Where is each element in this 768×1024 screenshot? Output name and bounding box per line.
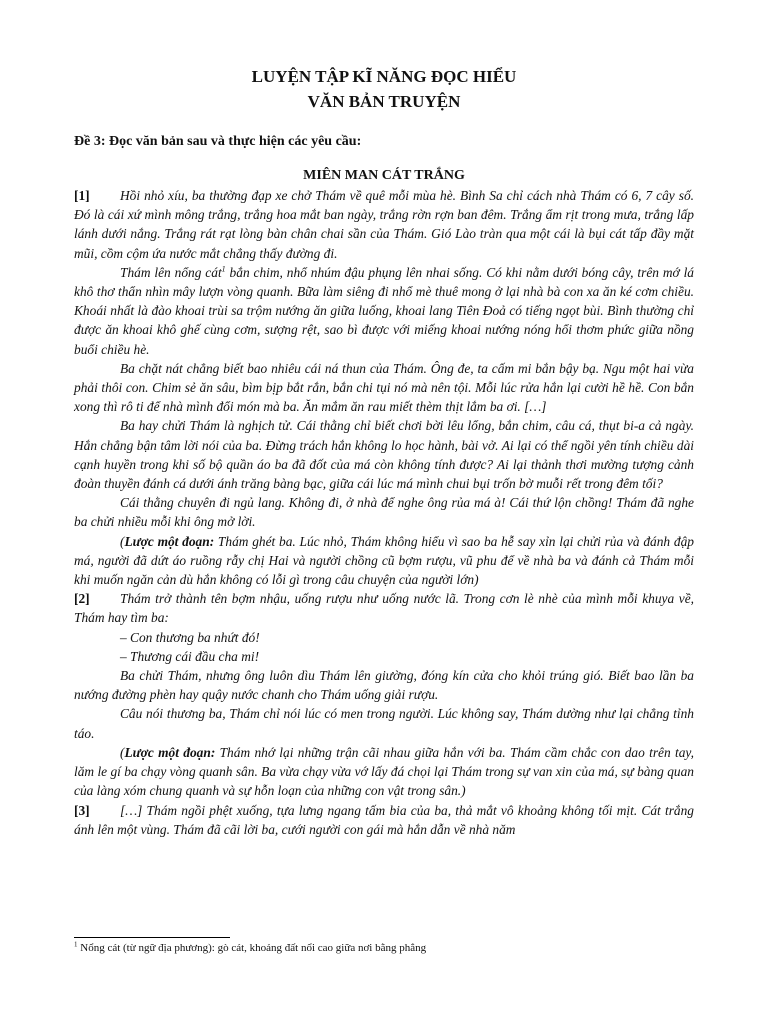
paragraph: Ba hay chửi Thám là nghịch tử. Cái thằng chỉ biết chơi bời lêu lổng, bắn chim, câu cá, thụt bi-a cả ngày. Hắn chẳng bận tâm lời nói của ba. Đừng trách hắn không lo học hành, bài vở. Ai lại có thể ngồi yên tính chiều dài cạnh huyền trong khi số bộ quần áo ba đã đốt của má còn không tính được? Ai lại thảnh thơi mường tượng cảnh đoàn thuyền đánh cá dưới ánh trăng bàng bạc, giữa cái lúc má mình chui bụi trốn bờ muỗi rết trong đêm tối?	[74, 418, 694, 492]
section-marker: [2]	[74, 591, 90, 607]
paragraph: Thám lên nổng cát$^1$ bắn chim, nhổ nhúm đậu phụng lên nhai sống. Có khi nằm dưới bóng cây, trên mớ lá khô thơ thẩn nhìn mây lượn vòng quanh. Bữa làm siêng đi nhổ mè thuê mong ở lại nhà bà con xa ăn ké cơm chiều. Khoái nhất là đào khoai trùi sa trộm nướng ăn giữa luống, khoai lang Tiên Đoả có tiếng ngọt bùi. Bình thường chỉ được ăn khoai khô ghế cùng cơm, sượng rệt, sao bì được với miếng khoai nướng nóng hổi thơm phức giữa nồng buổi chiều hè.	[74, 264, 694, 357]
dialogue-line: – Con thương ba nhứt đó!	[120, 629, 260, 645]
summary-label: Lược một đoạn:	[124, 533, 215, 549]
footnote-separator	[74, 937, 230, 938]
summary-paragraph: (Lược một đoạn: Thám nhớ lại những trận cãi nhau giữa hắn với ba. Thám cầm chắc con dao trên tay, lăm le gí ba chạy vòng quanh sân. Ba vừa chạy vừa vớ lấy đá chọi lại Thám trong sự van xin của má, sự bàng quan của làng xóm chung quanh và sự hỗn loạn của những con vật trong sân.)	[74, 744, 694, 799]
document-title: LUYỆN TẬP KĨ NĂNG ĐỌC HIỂU	[251, 67, 517, 86]
story-title: MIÊN MAN CÁT TRẮNG	[303, 168, 465, 183]
footnote-ref: 1	[221, 264, 226, 274]
summary-paragraph: (Lược một đoạn: Thám ghét ba. Lúc nhỏ, Thám không hiểu vì sao ba hễ say xỉn lại chửi rủa và đánh đập má, người đã dứt áo ruồng rẫy chị Hai và người chồng cũ bợm rượu, vũ phu để về nhà ba và đánh cả Thám mỗi khi muốn ngăn cản dù hắn không có lỗi gì trong câu chuyện của người lớn)	[74, 533, 694, 588]
paragraph: Câu nói thương ba, Thám chỉ nói lúc có men trong người. Lúc không say, Thám dường như lại chẳng tỉnh táo.	[74, 706, 694, 741]
document-page	[74, 64, 694, 839]
section-marker: [1]	[74, 188, 90, 203]
exercise-instruction: Đề 3: Đọc văn bản sau và thực hiện các yêu cầu:	[74, 134, 362, 149]
paragraph: [1] Hồi nhỏ xíu, ba thường đạp xe chở Thám về quê mỗi mùa hè. Bình Sa chỉ cách nhà Thám có 6, 7 cây số. Đó là cái xứ mình mông trắng, trắng hoa mắt ban ngày, trắng rờn rợn ban đêm. Trắng ẩm rịt trong mưa, trắng lấp lánh dưới nắng. Trắng rát rạt lòng bàn chân chai sần của Thám. Gió Lào tràn qua một cái là bụi cát tấp đầy mặt mũi, cồm cộm ứa nước mắt chẳng thấy đường đi.	[74, 188, 694, 261]
footnote-text: Nổng cát (từ ngữ địa phương): gò cát, khoảng đất nổi cao giữa nơi bằng phẳng	[77, 942, 427, 954]
paragraph: [2] Thám trở thành tên bợm nhậu, uống rượu như uống nước lã. Trong cơn lè nhè của mình mỗi khuya về, Thám hay tìm ba:	[74, 591, 694, 626]
paragraph: Ba chửi Thám, nhưng ông luôn dìu Thám lên giường, đóng kín cửa cho khỏi trúng gió. Biết bao lần ba nướng đường phèn hay quậy nước chanh cho Thám uống giải rượu.	[74, 668, 694, 703]
paragraph: Ba chặt nát chẳng biết bao nhiêu cái ná thun của Thám. Ông đe, ta cấm mi bắn bậy bạ. Ngu một hai vừa phải thôi con. Chim sẻ ăn sâu, bìm bịp bắt rắn, bắn chi tụi nó mà nên tội. Mỗi lúc rửa hắn lại cười hề hề. Con bắn xong thì rô ti để nhà mình đổi món mà ba. Ăn mắm ăn rau miết thèm thịt lắm ba ơi. […]	[74, 360, 694, 415]
document-subtitle: VĂN BẢN TRUYỆN	[307, 92, 461, 111]
footnote-number: 1	[74, 940, 78, 949]
section-marker: [3]	[74, 802, 90, 818]
summary-label: Lược một đoạn:	[124, 744, 216, 760]
dialogue-line: – Thương cái đầu cha mi!	[120, 648, 260, 664]
paragraph: Cái thằng chuyên đi ngủ lang. Không đi, ở nhà để nghe ông rủa má à! Cái thứ lộn chồng! Thám đã nghe ba chửi nhiều mỗi khi ông mở lời.	[74, 495, 694, 530]
footnote	[74, 941, 694, 955]
paragraph: [3] […] Thám ngồi phệt xuống, tựa lưng ngang tấm bia của ba, thả mắt vô khoảng không tối mịt. Cát trắng ánh lên một vùng. Thám đã cãi lời ba, cưới người con gái mà hắn dẫn về nhà năm	[74, 802, 694, 837]
